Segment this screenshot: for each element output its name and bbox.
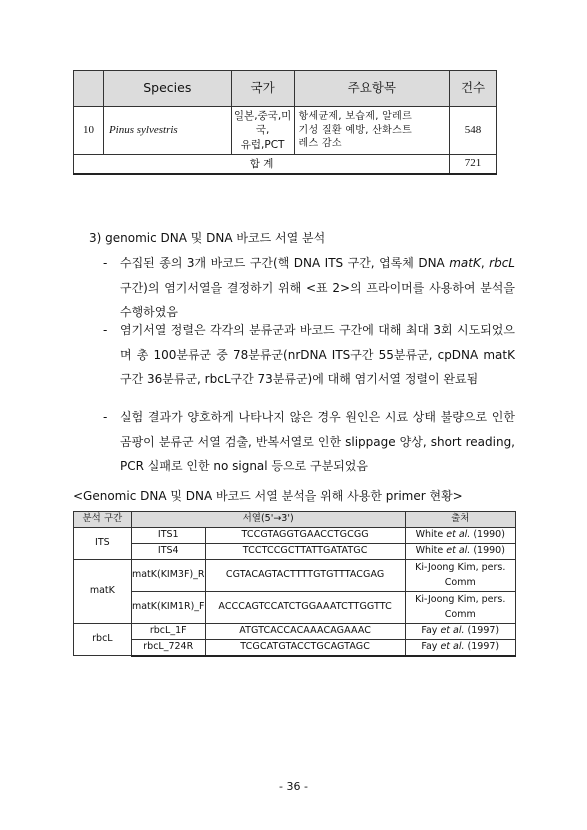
source-line1: Ki-Joong Kim, pers. — [415, 594, 506, 606]
table-row — [74, 544, 516, 560]
source-etal: et al. — [440, 641, 465, 653]
source-year: (1997) — [464, 625, 500, 637]
primer-table — [73, 511, 516, 657]
primer-source — [405, 592, 515, 624]
primer-table-header — [74, 512, 516, 528]
source-author: Fay — [421, 625, 441, 637]
row-count: 548 — [450, 107, 497, 155]
header-count: 건수 — [450, 71, 497, 107]
primer-sequence: TCGCATGTACCTGCAGTAGC — [205, 640, 405, 656]
species-table — [73, 70, 497, 175]
p1-matk: matK — [449, 256, 481, 270]
source-year: (1990) — [470, 545, 505, 557]
row-country — [231, 107, 294, 155]
p1-text-c: 구간)의 염기서열을 결정하기 위해 <표 2>의 프라이머를 사용하여 분석을 수행하였음 — [120, 280, 515, 319]
paragraph-body: 실험 결과가 양호하게 나타나지 않은 경우 원인은 시료 상태 불량으로 인한 곰팡이 분류군 서열 검출, 반복서열로 인한 slippage 양상, short reading, PCR 실패로 인한 no signal 등으로 구분되었음 — [120, 410, 515, 473]
page-number: - 36 - — [279, 780, 308, 793]
table-row — [74, 107, 497, 155]
header-species: Species — [103, 71, 231, 107]
source-line2: Comm — [444, 608, 476, 620]
row-species: Pinus sylvestris — [103, 107, 231, 155]
header-country: 국가 — [231, 71, 294, 107]
total-count: 721 — [450, 155, 497, 174]
row-country-line1: 일본,중국,미국, — [233, 110, 292, 137]
source-author: White — [415, 529, 447, 541]
table-row — [74, 640, 516, 656]
source-author: White — [415, 545, 447, 557]
p1-text-a: 수집된 종의 3개 바코드 구간(핵 DNA ITS 구간, 엽록체 DNA — [120, 256, 450, 270]
header-sequence: 서열(5'→3') — [131, 512, 405, 528]
table-row — [74, 592, 516, 624]
primer-table-caption: <Genomic DNA 및 DNA 바코드 서열 분석을 위해 사용한 primer 현황> — [73, 489, 463, 503]
total-label: 합 계 — [74, 155, 450, 174]
total-row — [74, 155, 497, 174]
primer-name: rbcL_1F — [131, 624, 205, 640]
row-items-line1: 항세균제, 보습제, 알레르 — [298, 111, 413, 123]
row-items-line2: 기성 질환 예방, 산화스트 — [298, 124, 413, 136]
paragraph-body: 염기서열 정렬은 각각의 분류군과 바코드 구간에 대해 최대 3회 시도되었으며 총 100분류군 중 78분류군(nrDNA ITS구간 55분류군, cpDNA matK 구간 36분류군, rbcL구간 73분류군)에 대해 염기서열 정렬이 완료됨 — [120, 323, 515, 386]
region-matk: matK — [74, 560, 132, 624]
source-etal: et al. — [440, 625, 465, 637]
table-row — [74, 560, 516, 592]
primer-sequence: ACCCAGTCCATCTGGAAATCTTGGTTC — [205, 592, 405, 624]
table-row — [74, 528, 516, 544]
p1-rbcl: rbcL — [489, 256, 515, 270]
primer-source — [405, 560, 515, 592]
region-its: ITS — [74, 528, 132, 560]
paragraph-alignment — [103, 318, 515, 392]
primer-sequence: TCCTCCGCTTATTGATATGC — [205, 544, 405, 560]
primer-source — [405, 624, 515, 640]
primer-name: ITS1 — [131, 528, 205, 544]
region-rbcl: rbcL — [74, 624, 132, 656]
source-etal: et al. — [446, 529, 471, 541]
header-main-items: 주요항목 — [294, 71, 450, 107]
header-region: 분석 구간 — [74, 512, 132, 528]
source-author: Fay — [421, 641, 441, 653]
primer-source — [405, 640, 515, 656]
row-items-line3: 레스 감소 — [298, 138, 342, 150]
source-year: (1990) — [470, 529, 505, 541]
header-source: 출처 — [405, 512, 515, 528]
primer-name: rbcL_724R — [131, 640, 205, 656]
table-row — [74, 624, 516, 640]
primer-name: ITS4 — [131, 544, 205, 560]
row-country-line2: 유럽,PCT — [240, 138, 285, 151]
species-table-header — [74, 71, 497, 107]
p1-text-b: , — [480, 256, 490, 270]
primer-name: matK(KIM3F)_R — [131, 560, 205, 592]
primer-sequence: CGTACAGTACTTTTGTGTTTACGAG — [205, 560, 405, 592]
primer-name: matK(KIM1R)_F — [131, 592, 205, 624]
paragraph-primer-analysis — [103, 251, 515, 325]
bullet-dash: - — [103, 410, 108, 424]
bullet-dash: - — [103, 256, 108, 270]
bullet-dash: - — [103, 323, 108, 337]
source-year: (1997) — [464, 641, 500, 653]
source-line1: Ki-Joong Kim, pers. — [415, 562, 506, 574]
primer-source — [405, 544, 515, 560]
paragraph-body — [103, 251, 515, 325]
row-items — [294, 107, 450, 155]
header-no — [74, 71, 104, 107]
primer-sequence: TCCGTAGGTGAACCTGCGG — [205, 528, 405, 544]
source-etal: et al. — [446, 545, 471, 557]
row-no: 10 — [74, 107, 104, 155]
section-heading: 3) genomic DNA 및 DNA 바코드 서열 분석 — [89, 231, 326, 245]
primer-sequence: ATGTCACCACAAACAGAAAC — [205, 624, 405, 640]
source-line2: Comm — [444, 576, 476, 588]
paragraph-failure-causes — [103, 405, 515, 479]
primer-source — [405, 528, 515, 544]
